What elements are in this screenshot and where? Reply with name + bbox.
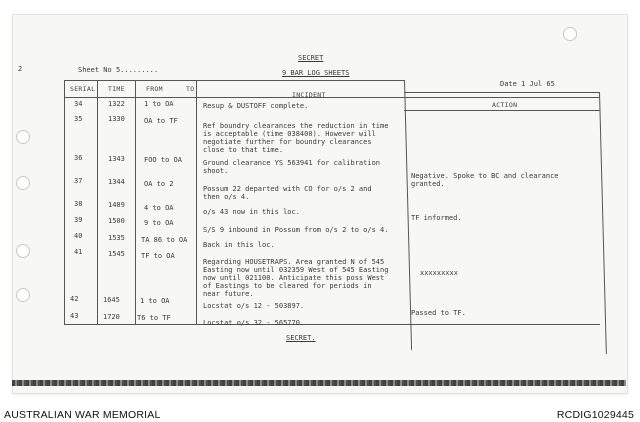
punch-hole-left-4	[16, 288, 30, 302]
cell-from: FOO to OA	[144, 156, 182, 164]
col-rule-left	[64, 80, 65, 324]
cell-incident: negotiate further for boundry clearances	[203, 138, 372, 146]
cell-incident: near future.	[203, 290, 254, 298]
punch-hole-left-1	[16, 130, 30, 144]
cell-time: 1545	[108, 250, 125, 258]
cell-incident: Locstat o/s 12 - 503897.	[203, 302, 305, 310]
cell-from: OA to 2	[144, 180, 174, 188]
cell-serial: 39	[74, 216, 83, 224]
cell-time: 1322	[108, 100, 125, 108]
action-top-rule	[404, 92, 600, 93]
cell-time: 1409	[108, 201, 125, 209]
cell-time: 1330	[108, 115, 125, 123]
cell-from: 4 to OA	[144, 204, 174, 212]
cell-incident: Locstat o/s 32 - 565770.	[203, 319, 305, 327]
footer-source: AUSTRALIAN WAR MEMORIAL	[4, 409, 161, 421]
cell-incident: S/S 9 inbound in Possum from o/s 2 to o/s 4.	[203, 226, 389, 234]
date-value: 1 Jul 65	[521, 80, 555, 88]
header-to: TO	[186, 85, 195, 93]
cell-incident: o/s 43 now in this loc.	[203, 208, 300, 216]
cell-serial: 35	[74, 115, 83, 123]
cell-incident: Regarding HOUSETRAPS. Area granted N of 545	[203, 258, 385, 266]
sheet-number-label	[78, 67, 158, 74]
cell-time: 1500	[108, 217, 125, 225]
table-top-rule	[64, 80, 404, 81]
table-bottom-rule	[64, 324, 600, 325]
margin-mark: 2	[18, 65, 23, 73]
header-action: ACTION	[492, 101, 518, 109]
date-field	[500, 81, 555, 88]
cell-action: TF informed.	[411, 214, 462, 222]
footer-catalogue-id: RCDIG1029445	[556, 409, 634, 421]
cell-from: 9 to OA	[144, 219, 174, 227]
cell-time: 1720	[103, 313, 120, 321]
cell-incident: is acceptable (time 038400). However will	[203, 130, 376, 138]
cell-serial: 36	[74, 154, 83, 162]
cell-serial: 38	[74, 200, 83, 208]
cell-serial: 42	[70, 295, 79, 303]
cell-time: 1535	[108, 234, 125, 242]
col-rule-from	[196, 80, 197, 324]
cell-time: 1645	[103, 296, 120, 304]
header-from: FROM	[146, 85, 163, 93]
cell-from: 1 to OA	[140, 297, 170, 305]
punch-hole-left-3	[16, 244, 30, 258]
col-rule-time	[135, 80, 136, 324]
cell-from: OA to TF	[144, 117, 178, 125]
sheet-dots: .........	[120, 66, 159, 74]
cell-action: Passed to TF.	[411, 309, 466, 317]
cell-action: xxxxxxxxx	[420, 269, 458, 277]
punch-hole-left-2	[16, 176, 30, 190]
cell-from: T6 to TF	[137, 314, 171, 322]
cell-action: granted.	[411, 180, 445, 188]
cell-from: TA 86 to OA	[141, 236, 188, 244]
cell-serial: 40	[74, 232, 83, 240]
header-serial: SERIAL	[70, 85, 96, 93]
cell-serial: 43	[70, 312, 79, 320]
sheet-number: 5	[115, 66, 121, 74]
cell-from: 1 to OA	[144, 100, 174, 108]
punch-hole-top-right	[563, 27, 577, 41]
scan-edge-strip	[12, 380, 626, 386]
cell-incident: Ground clearance YS 563941 for calibration	[203, 159, 381, 167]
classification-bottom: SECRET.	[286, 334, 316, 342]
cell-time: 1344	[108, 178, 125, 186]
cell-incident: close to that time.	[203, 146, 284, 154]
cell-serial: 41	[74, 248, 83, 256]
cell-action: Negative. Spoke to BC and clearance	[411, 172, 559, 180]
cell-time: 1343	[108, 155, 125, 163]
cell-incident: then o/s 4.	[203, 193, 250, 201]
cell-incident: now until 021100. Anticipate this poss West	[203, 274, 385, 282]
header-time: TIME	[108, 85, 125, 93]
cell-incident: shoot.	[203, 167, 229, 175]
cell-incident: Possum 22 departed with CO for o/s 2 and	[203, 185, 372, 193]
cell-serial: 34	[74, 100, 83, 108]
classification-top: SECRET	[298, 54, 324, 62]
cell-serial: 37	[74, 177, 83, 185]
cell-incident: Easting now until 032359 West of 545 Easting	[203, 266, 389, 274]
cell-incident: Resup & DUSTOFF complete.	[203, 102, 309, 110]
col-rule-serial	[97, 80, 98, 324]
header-bottom-rule	[64, 97, 600, 98]
document-title: 9 BAR LOG SHEETS	[282, 69, 350, 77]
sheet-label: Sheet No	[78, 66, 112, 74]
cell-incident: Ref boundry clearances the reduction in time	[203, 122, 389, 130]
action-header-rule	[404, 110, 600, 111]
date-label: Date	[500, 80, 517, 88]
cell-from: TF to OA	[141, 252, 175, 260]
cell-incident: of Eastings to be cleared for periods in	[203, 282, 372, 290]
cell-incident: Back in this loc.	[203, 241, 275, 249]
header-incident: INCIDENT	[292, 91, 326, 99]
